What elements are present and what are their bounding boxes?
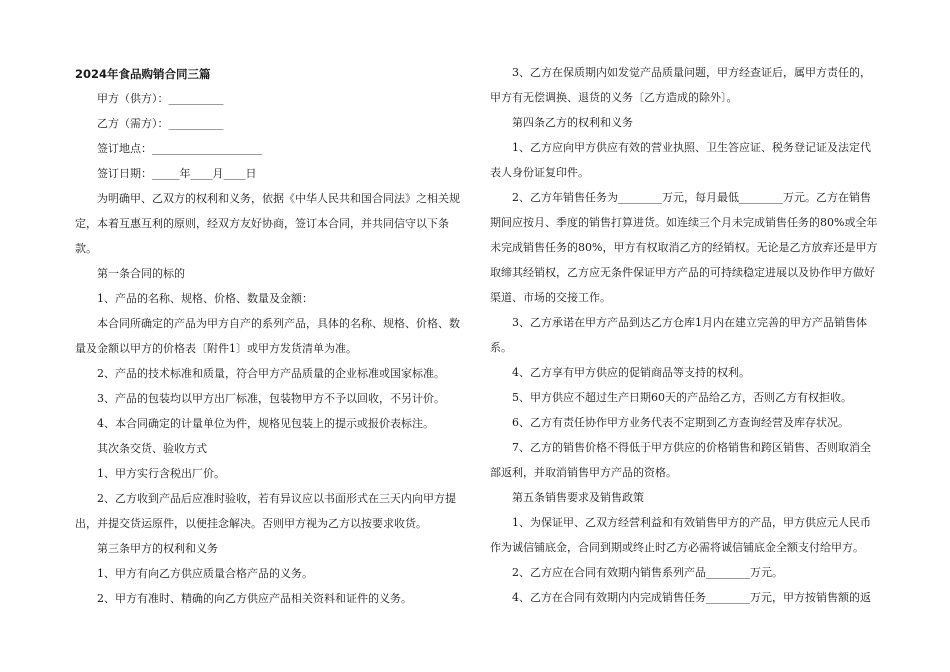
paragraph: 4、乙方在合同有效期内内完成销售任务________万元，甲方按销售额的返: [512, 591, 871, 604]
paragraph: 2、乙方收到产品后应准时验收，若有异议应以书面形式在三天内向甲方提出，并提交货运原件，以便挂念解决。否则甲方视为乙方以按要求收货。: [75, 492, 456, 530]
paragraph: 4、乙方享有甲方供应的促销商品等支持的权利。: [512, 366, 750, 379]
paragraph: 4、本合同确定的计量单位为件，规格见包装上的提示或报价表标注。: [97, 417, 434, 430]
section-heading: 其次条交货、验收方式: [97, 442, 207, 455]
paragraph: 1、甲方实行含税出厂价。: [97, 467, 225, 480]
right-column: [490, 60, 880, 610]
paragraph: 1、为保证甲、乙双方经营利益和有效销售甲方的产品，甲方供应元人民币作为诚信铺底金，合同到期或终止时乙方必需将诚信铺底金全额支付给甲方。: [490, 516, 871, 554]
paragraph: 2、乙方年销售任务为________万元，每月最低________万元。乙方在销售期间应按月、季度的销售打算进货。如连续三个月未完成销售任务的80%或全年未完成销售任务的80%，甲方有权取消乙方的经销权。无论是乙方放弃还是甲方取缔其经销权，乙方应无条件保证甲方产品的可持续稳定进展以及协作甲方做好渠道、市场的交接工作。: [490, 191, 878, 304]
section-heading: 第三条甲方的权利和义务: [97, 542, 218, 555]
section-heading: 第一条合同的标的: [97, 267, 185, 280]
paragraph: 甲方（供方）：__________: [97, 92, 224, 105]
section-heading: 第五条销售要求及销售政策: [512, 491, 644, 504]
paragraph: 2、乙方应在合同有效期内销售系列产品________万元。: [512, 566, 783, 579]
paragraph: 本合同所确定的产品为甲方自产的系列产品，具体的名称、规格、价格、数量及金额以甲方的价格表〔附件1〕或甲方发货清单为准。: [75, 317, 460, 355]
paragraph: 1、甲方有向乙方供应质量合格产品的义务。: [97, 567, 313, 580]
paragraph: 2、产品的技术标准和质量，符合甲方产品质量的企业标准或国家标准。: [97, 367, 445, 380]
paragraph: 签订日期：_____年____月____日: [97, 167, 257, 180]
paragraph: 乙方（需方）：__________: [97, 117, 224, 130]
paragraph: 6、乙方有责任协作甲方业务代表不定期到乙方查询经营及库存状况。: [512, 416, 849, 429]
document-title: 2024年食品购销合同三篇: [75, 67, 211, 81]
paragraph: 签订地点：____________________: [97, 142, 262, 155]
section-heading: 第四条乙方的权利和义务: [512, 116, 633, 129]
paragraph: 3、乙方在保质期内如发觉产品质量问题，甲方经查证后，属甲方责任的，甲方有无偿调换、退货的义务〔乙方造成的除外〕。: [490, 66, 871, 104]
paragraph: 1、乙方应向甲方供应有效的营业执照、卫生答应证、税务登记证及法定代表人身份证复印件。: [490, 141, 871, 179]
left-column: [75, 60, 465, 611]
paragraph: 3、乙方承诺在甲方产品到达乙方仓库1月内在建立完善的甲方产品销售体系。: [490, 316, 867, 354]
paragraph: 5、甲方供应不超过生产日期60天的产品给乙方，否则乙方有权拒收。: [512, 391, 852, 404]
paragraph: 1、产品的名称、规格、价格、数量及金额：: [97, 292, 313, 305]
paragraph: 7、乙方的销售价格不得低于甲方供应的价格销售和跨区销售、否则取消全部返利，并取消销售甲方产品的资格。: [490, 441, 871, 479]
paragraph: 为明确甲、乙双方的权利和义务，依据《中华人民共和国合同法》之相关规定，本着互惠互利的原则，经双方友好协商，签订本合同，并共同信守以下条款。: [75, 192, 460, 255]
paragraph: 2、甲方有准时、精确的向乙方供应产品相关资料和证件的义务。: [97, 592, 412, 605]
paragraph: 3、产品的包装均以甲方出厂标准，包装物甲方不予以回收，不另计价。: [97, 392, 445, 405]
